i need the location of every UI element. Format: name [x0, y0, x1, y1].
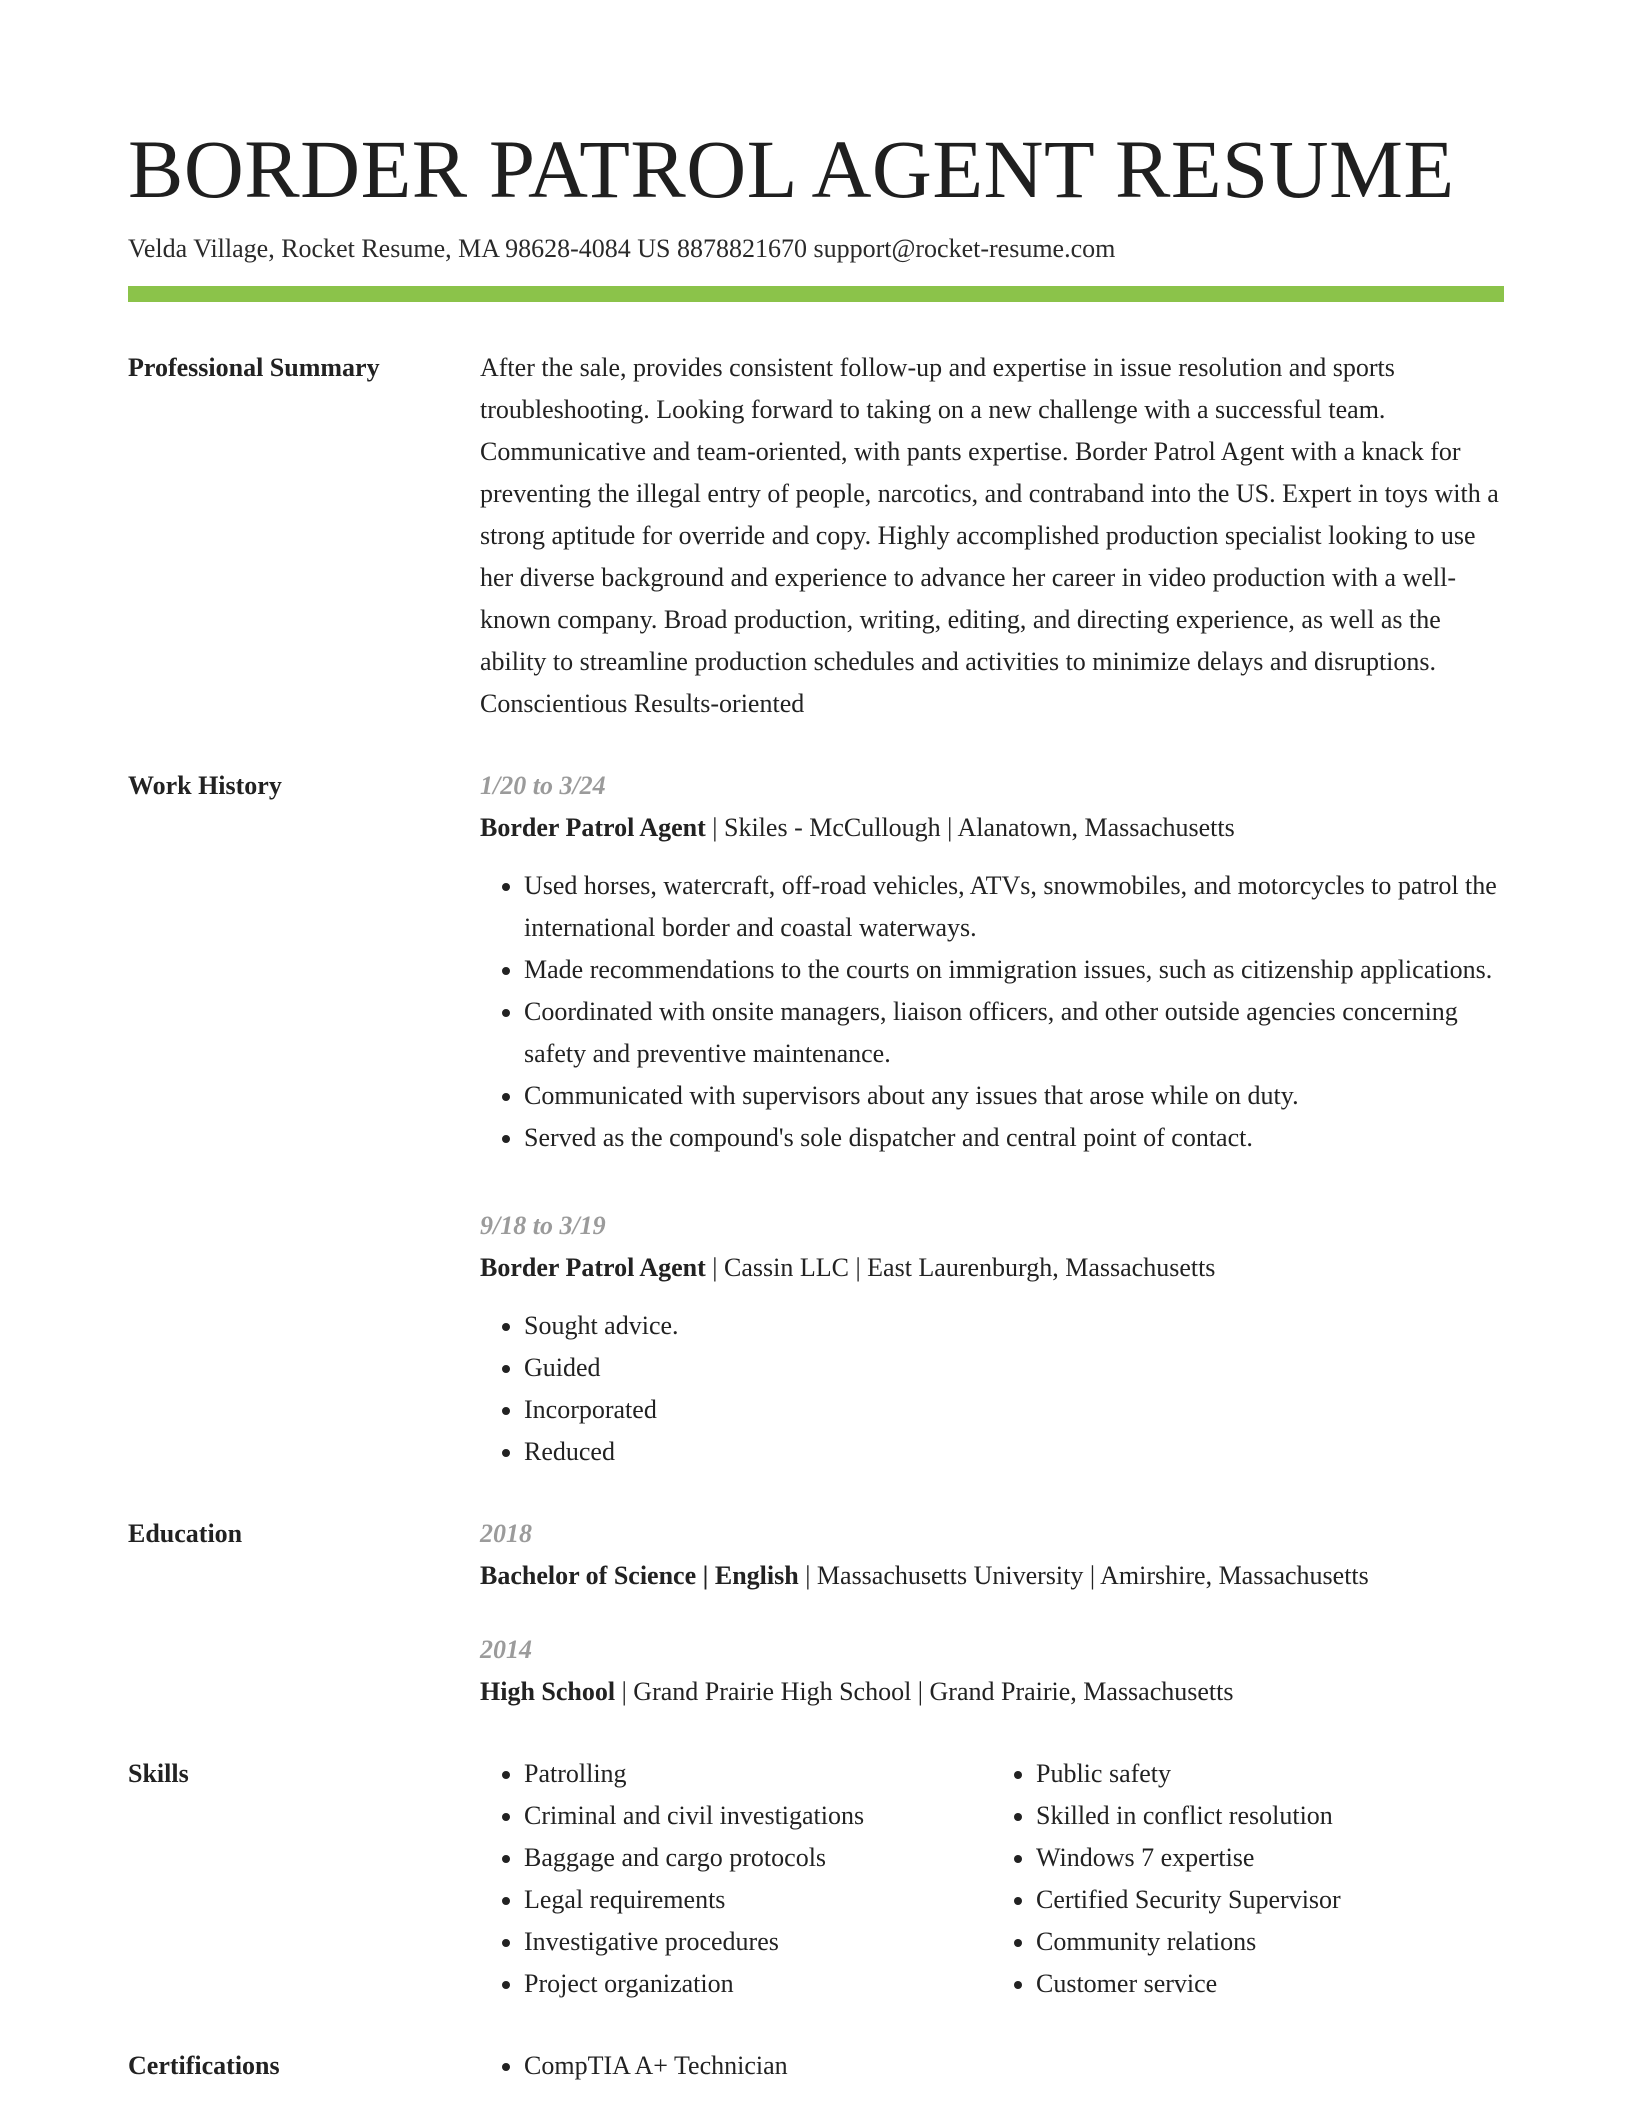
- skills-section: [128, 1753, 1504, 2005]
- education-entry: [480, 1513, 1504, 1597]
- education-entry: [480, 1629, 1504, 1713]
- certifications-section: [128, 2045, 1504, 2087]
- degree: High School: [480, 1677, 616, 1706]
- skill-item: • Baggage and cargo protocols: [524, 1837, 992, 1879]
- skill-item: • Public safety: [1036, 1753, 1504, 1795]
- degree: Bachelor of Science | English: [480, 1561, 799, 1590]
- resume-page: [128, 0, 1504, 2127]
- list-item: • Made recommendations to the courts on immigration issues, such as citizenship applications.: [524, 949, 1504, 991]
- job-details: | Skiles - McCullough | Alanatown, Massachusetts: [705, 813, 1235, 842]
- work-history-section: [128, 765, 1504, 1473]
- section-heading: Education: [128, 1519, 243, 1548]
- job-details: | Cassin LLC | East Laurenburgh, Massachusetts: [705, 1253, 1216, 1282]
- skill-item: • Customer service: [1036, 1963, 1504, 2005]
- list-item: • Used horses, watercraft, off-road vehicles, ATVs, snowmobiles, and motorcycles to patrol the international border and coastal waterways.: [524, 865, 1504, 949]
- education-line: [480, 1671, 1504, 1713]
- skill-item: • Skilled in conflict resolution: [1036, 1795, 1504, 1837]
- job-entry: [480, 765, 1504, 1159]
- resume-title: BORDER PATROL AGENT RESUME: [128, 123, 1455, 215]
- education-details: | Massachusetts University | Amirshire, Massachusetts: [798, 1561, 1369, 1590]
- summary-section: [128, 347, 1504, 725]
- education-year: 2014: [480, 1635, 532, 1664]
- list-item: • Coordinated with onsite managers, liaison officers, and other outside agencies concerning safety and preventive maintenance.: [524, 991, 1504, 1075]
- skill-item: • Investigative procedures: [524, 1921, 992, 1963]
- certifications-list: [480, 2045, 1504, 2087]
- job-bullets: [480, 865, 1504, 1159]
- contact-info: Velda Village, Rocket Resume, MA 98628-4084 US 8878821670 support@rocket-resume.com: [128, 234, 1116, 263]
- education-line: [480, 1555, 1504, 1597]
- list-item: • Incorporated: [524, 1389, 1504, 1431]
- skills-columns: [480, 1753, 1504, 2005]
- list-item: • Reduced: [524, 1431, 1504, 1473]
- list-item: • Served as the compound's sole dispatcher and central point of contact.: [524, 1117, 1504, 1159]
- list-item: • Sought advice.: [524, 1305, 1504, 1347]
- skill-item: • Patrolling: [524, 1753, 992, 1795]
- job-dates: 1/20 to 3/24: [480, 771, 606, 800]
- job-line: [480, 807, 1504, 849]
- resume-sections: [128, 347, 1504, 2087]
- list-item: • Communicated with supervisors about any issues that arose while on duty.: [524, 1075, 1504, 1117]
- skill-item: • Legal requirements: [524, 1879, 992, 1921]
- education-year: 2018: [480, 1519, 532, 1548]
- job-entry: [480, 1205, 1504, 1473]
- education-details: | Grand Prairie High School | Grand Prairie, Massachusetts: [615, 1677, 1234, 1706]
- skill-item: • Certified Security Supervisor: [1036, 1879, 1504, 1921]
- skills-list-left: [480, 1753, 992, 2005]
- section-heading: Certifications: [128, 2051, 280, 2080]
- skill-item: • Criminal and civil investigations: [524, 1795, 992, 1837]
- header-divider: [128, 286, 1504, 302]
- job-dates: 9/18 to 3/19: [480, 1211, 606, 1240]
- section-heading: Professional Summary: [128, 353, 380, 382]
- skill-item: • Community relations: [1036, 1921, 1504, 1963]
- section-heading: Skills: [128, 1759, 189, 1788]
- skills-list-right: [992, 1753, 1504, 2005]
- education-section: [128, 1513, 1504, 1713]
- skill-item: • Project organization: [524, 1963, 992, 2005]
- certification-item: • CompTIA A+ Technician: [524, 2045, 1504, 2087]
- skill-item: • Windows 7 expertise: [1036, 1837, 1504, 1879]
- section-heading: Work History: [128, 771, 282, 800]
- summary-text: After the sale, provides consistent follow-up and expertise in issue resolution and sports troubleshooting. Looking forward to taking on a new challenge with a successful team. Communicative and team-oriented, with pants expertise. Border Patrol Agent with a knack for preventing the illegal entry of people, narcotics, and contraband into the US. Expert in toys with a strong aptitude for override and copy. Highly accomplished production specialist looking to use her diverse background and experience to advance her career in video production with a well-known company. Broad production, writing, editing, and directing experience, as well as the ability to streamline production schedules and activities to minimize delays and disruptions. Conscientious Results-oriented: [480, 353, 1499, 718]
- job-line: [480, 1247, 1504, 1289]
- job-bullets: [480, 1305, 1504, 1473]
- job-title: Border Patrol Agent: [480, 1253, 706, 1282]
- list-item: • Guided: [524, 1347, 1504, 1389]
- job-title: Border Patrol Agent: [480, 813, 706, 842]
